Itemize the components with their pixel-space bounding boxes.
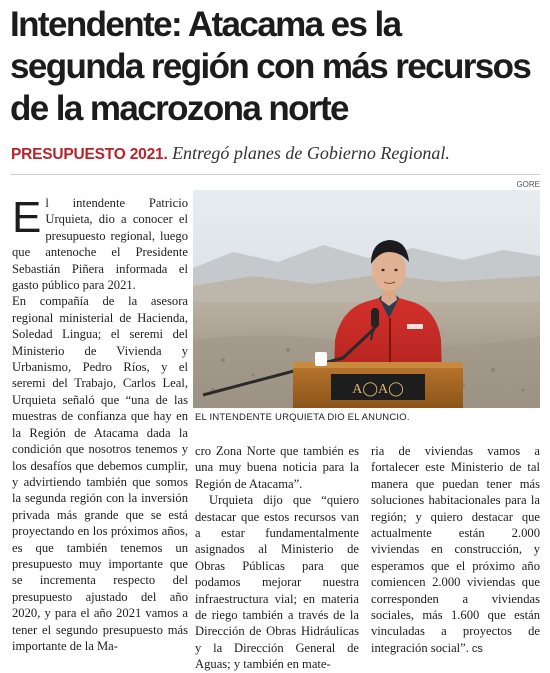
subhead bbox=[11, 142, 546, 166]
paragraph-text: ria de viviendas vamos a fortalecer este Ministerio de tal manera que puedan tener más soluciones habitacionales para la región; y quiero destacar que actualmente están 2.000 viviendas en construcción, y esperamos que el próximo año comiencen 2.000 viviendas que corresponden a viviendas sociales, más 1.600 que están vinculadas a proyectos de integración social”. bbox=[371, 444, 540, 655]
article-paragraph: En compañía de la asesora regional ministerial de Hacienda, Soledad Lingua; el seremi del Ministerio de Vivienda y Urbanismo, Pedro Ríos, y el seremi del Trabajo, Carlos Leal, Urquieta señaló que “una de las muestras de confianza que hay en la Región de Atacama dada la condición que nosotros tenemos y los desafíos que debemos cumplir, y advirtiendo también que somos la segunda región con la inversión privada más grande que se está proyectando en los próximos años, es que también tenemos un presupuesto muy importante que se incrementa respecto del presupuesto ajustado del año 2020, y para el año 2021 vamos a tener el segundo presupuesto más importante de la Ma- bbox=[12, 294, 188, 653]
article-column-3 bbox=[371, 443, 540, 657]
headline-line-1: Intendente: Atacama es la bbox=[10, 5, 401, 44]
headline bbox=[10, 4, 540, 130]
photo-illustration bbox=[193, 190, 540, 408]
article-paragraph bbox=[12, 195, 188, 293]
end-mark-icon: cs bbox=[471, 642, 483, 655]
headline-line-2: segunda región con más recursos bbox=[10, 47, 531, 86]
podium-logo-text: A◯A◯ bbox=[352, 382, 404, 397]
deck-text: Entregó planes de Gobierno Regional. bbox=[172, 143, 450, 163]
article-column-2 bbox=[195, 443, 359, 673]
article-paragraph: cro Zona Norte que también es una muy buena noticia para la Región de Atacama”. bbox=[195, 444, 359, 491]
drop-cap: E bbox=[12, 195, 42, 242]
article-column-1 bbox=[12, 195, 188, 665]
section-kicker: PRESUPUESTO 2021. bbox=[11, 146, 168, 163]
photo-credit: GORE bbox=[516, 180, 540, 189]
article-paragraph: Urquieta dijo que “quiero destacar que estos recursos van a estar fundamentalmente asignados al Ministerio de Obras Públicas para que podamos mejorar nuestra infraestructura vial; en materia de riego también a través de la Dirección de Obras Hidráulicas y la Dirección General de Aguas; y también en mate- bbox=[195, 493, 359, 672]
paragraph-text: l intendente Patricio Urquieta, dio a conocer el presupuesto regional, luego que antenoche el Presidente Sebastián Piñera informada el gasto público para 2021. bbox=[12, 196, 188, 293]
article-photo bbox=[193, 190, 540, 408]
divider-rule bbox=[10, 174, 540, 175]
headline-line-3: de la macrozona norte bbox=[10, 89, 348, 128]
article-paragraph bbox=[371, 443, 540, 657]
photo-caption: EL INTENDENTE URQUIETA DIO EL ANUNCIO. bbox=[195, 412, 410, 423]
